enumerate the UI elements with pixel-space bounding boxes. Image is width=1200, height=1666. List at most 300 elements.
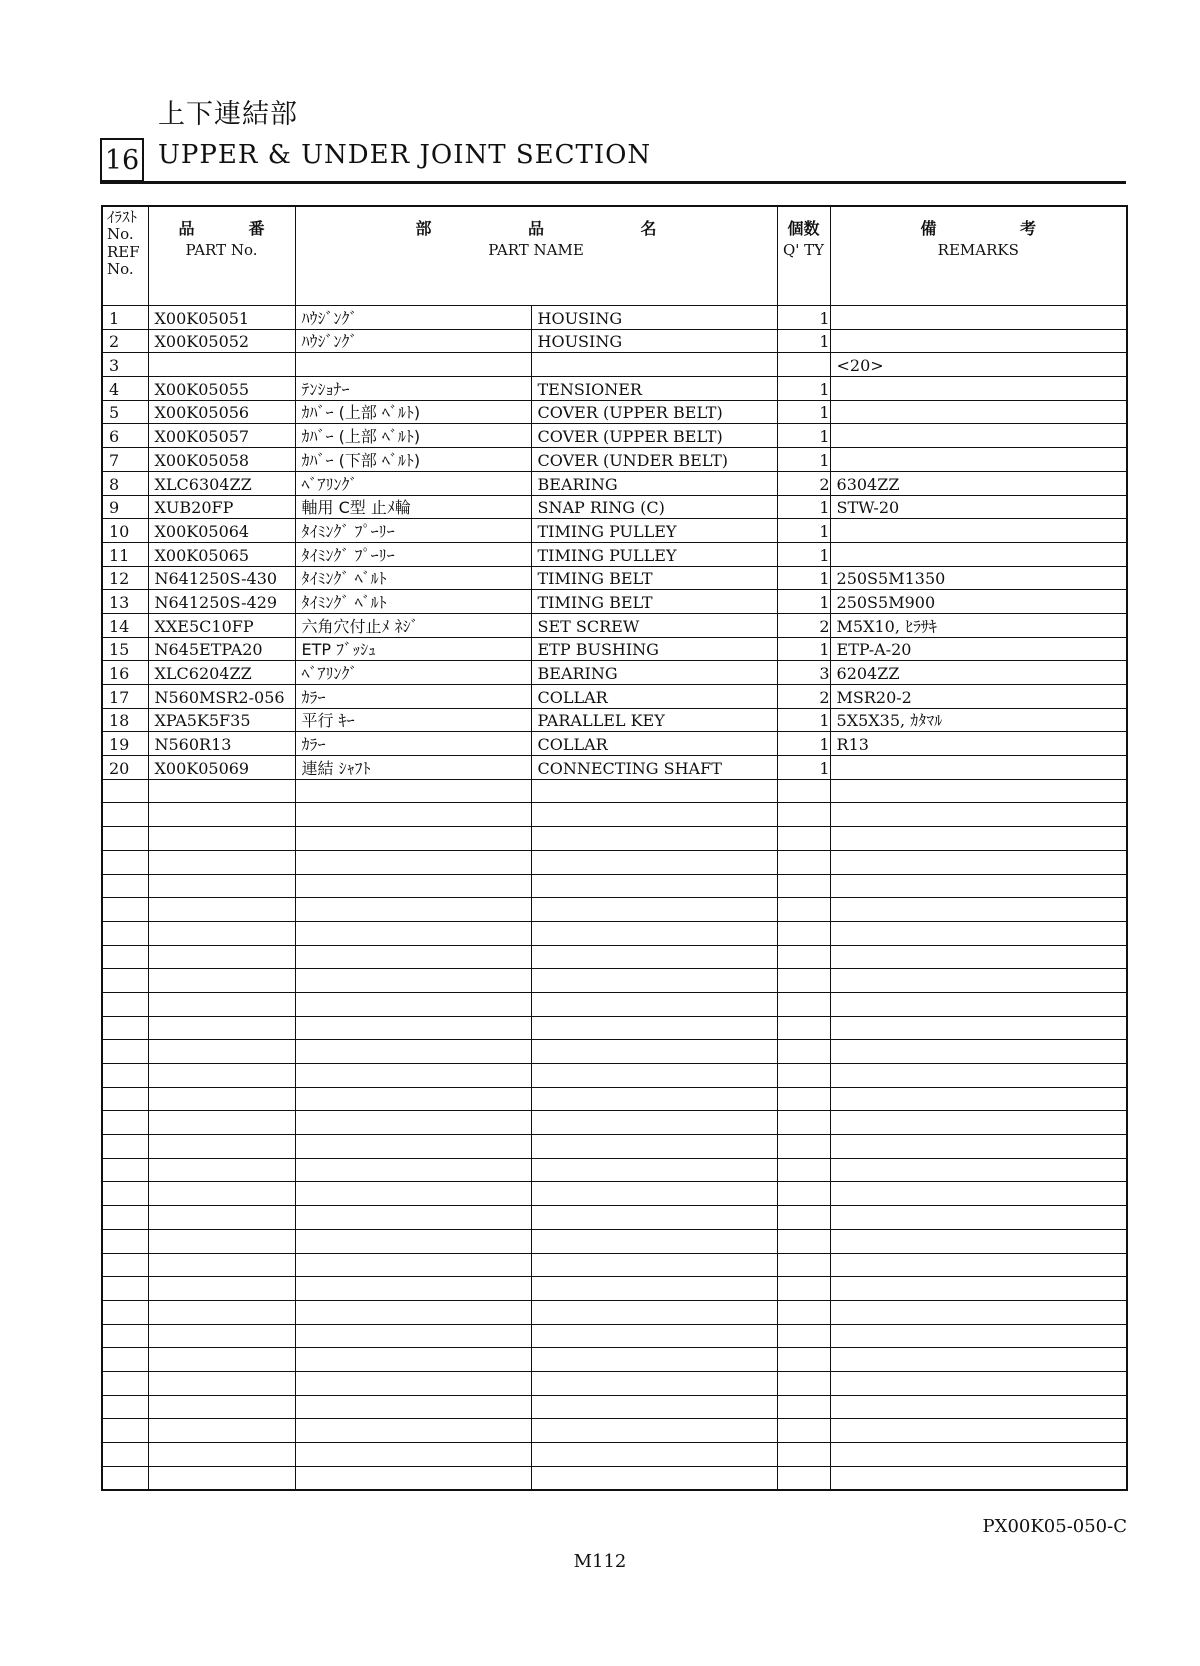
row-quantity bbox=[777, 1182, 830, 1206]
row-part-number: N560MSR2-056 bbox=[148, 685, 295, 709]
row-ref-number: 9 bbox=[102, 495, 148, 519]
row-quantity bbox=[777, 898, 830, 922]
row-part-name-en bbox=[531, 898, 777, 922]
row-ref-number: 17 bbox=[102, 685, 148, 709]
row-part-name-en: BEARING bbox=[531, 661, 777, 685]
table-row-empty bbox=[102, 1277, 1127, 1301]
table-row bbox=[102, 756, 1127, 780]
table-row bbox=[102, 448, 1127, 472]
row-part-number: XUB20FP bbox=[148, 495, 295, 519]
row-part-name-jp: ｶﾊﾞｰ (下部 ﾍﾞﾙﾄ) bbox=[295, 448, 531, 472]
row-part-name-jp bbox=[295, 898, 531, 922]
row-quantity: 1 bbox=[777, 519, 830, 543]
row-quantity: 2 bbox=[777, 613, 830, 637]
row-part-name-jp bbox=[295, 1371, 531, 1395]
row-part-number: X00K05056 bbox=[148, 400, 295, 424]
row-part-name-jp: 六角穴付止ﾒ ﾈｼﾞ bbox=[295, 613, 531, 637]
row-remarks bbox=[830, 1206, 1127, 1230]
row-remarks bbox=[830, 1182, 1127, 1206]
row-ref-number bbox=[102, 1324, 148, 1348]
table-row-empty bbox=[102, 1443, 1127, 1467]
row-part-name-jp: ｶﾗｰ bbox=[295, 685, 531, 709]
row-ref-number: 14 bbox=[102, 613, 148, 637]
row-ref-number bbox=[102, 1087, 148, 1111]
row-quantity bbox=[777, 969, 830, 993]
row-part-name-en: COVER (UPPER BELT) bbox=[531, 400, 777, 424]
header-part-no-jp: 番 bbox=[248, 219, 265, 238]
row-part-name-en bbox=[531, 1135, 777, 1159]
row-quantity: 1 bbox=[777, 448, 830, 472]
row-remarks bbox=[830, 306, 1127, 330]
row-remarks bbox=[830, 448, 1127, 472]
row-ref-number bbox=[102, 1466, 148, 1490]
row-ref-number: 8 bbox=[102, 471, 148, 495]
row-quantity bbox=[777, 779, 830, 803]
row-quantity bbox=[777, 1206, 830, 1230]
row-remarks bbox=[830, 1466, 1127, 1490]
row-part-name-en: COVER (UPPER BELT) bbox=[531, 424, 777, 448]
row-quantity: 1 bbox=[777, 400, 830, 424]
row-part-number bbox=[148, 1040, 295, 1064]
table-row-empty bbox=[102, 1111, 1127, 1135]
row-remarks bbox=[830, 1324, 1127, 1348]
row-part-name-jp bbox=[295, 1040, 531, 1064]
section-title-jp: 上下連結部 bbox=[158, 99, 298, 130]
header-remarks-jp: 考 bbox=[1020, 219, 1037, 238]
row-remarks bbox=[830, 945, 1127, 969]
row-remarks: 6204ZZ bbox=[830, 661, 1127, 685]
row-part-number bbox=[148, 827, 295, 851]
row-part-number bbox=[148, 874, 295, 898]
row-part-name-jp bbox=[295, 1443, 531, 1467]
row-part-number bbox=[148, 1324, 295, 1348]
table-row-empty bbox=[102, 898, 1127, 922]
row-part-name-en bbox=[531, 1253, 777, 1277]
row-quantity bbox=[777, 1300, 830, 1324]
row-part-number bbox=[148, 1087, 295, 1111]
table-row-empty bbox=[102, 1087, 1127, 1111]
row-part-number: N641250S-430 bbox=[148, 566, 295, 590]
row-part-name-jp bbox=[295, 1087, 531, 1111]
row-remarks bbox=[830, 1111, 1127, 1135]
row-remarks bbox=[830, 1300, 1127, 1324]
row-part-name-jp bbox=[295, 1395, 531, 1419]
row-remarks bbox=[830, 377, 1127, 401]
table-row-empty bbox=[102, 992, 1127, 1016]
row-quantity bbox=[777, 1135, 830, 1159]
table-row bbox=[102, 685, 1127, 709]
row-part-name-en bbox=[531, 1300, 777, 1324]
row-quantity: 1 bbox=[777, 756, 830, 780]
row-ref-number bbox=[102, 874, 148, 898]
row-remarks bbox=[830, 1158, 1127, 1182]
row-remarks bbox=[830, 1040, 1127, 1064]
row-ref-number: 18 bbox=[102, 708, 148, 732]
row-part-name-jp: ﾀｲﾐﾝｸﾞ ﾍﾞﾙﾄ bbox=[295, 566, 531, 590]
row-part-number bbox=[148, 1229, 295, 1253]
row-part-name-jp bbox=[295, 1206, 531, 1230]
row-quantity bbox=[777, 992, 830, 1016]
row-remarks: R13 bbox=[830, 732, 1127, 756]
row-part-name-jp: ﾊｳｼﾞﾝｸﾞ bbox=[295, 306, 531, 330]
table-row-empty bbox=[102, 1016, 1127, 1040]
row-part-name-jp: ﾍﾞｱﾘﾝｸﾞ bbox=[295, 471, 531, 495]
row-remarks bbox=[830, 756, 1127, 780]
row-part-name-en bbox=[531, 1087, 777, 1111]
row-remarks bbox=[830, 803, 1127, 827]
row-ref-number: 15 bbox=[102, 637, 148, 661]
parts-table bbox=[101, 205, 1128, 1491]
row-quantity bbox=[777, 827, 830, 851]
row-remarks: 250S5M900 bbox=[830, 590, 1127, 614]
row-remarks bbox=[830, 400, 1127, 424]
row-remarks: ETP-A-20 bbox=[830, 637, 1127, 661]
row-part-name-en bbox=[531, 1040, 777, 1064]
row-remarks bbox=[830, 874, 1127, 898]
table-row-empty bbox=[102, 1135, 1127, 1159]
header-part-name bbox=[295, 206, 777, 306]
row-part-number: X00K05058 bbox=[148, 448, 295, 472]
header-ref-line: No. bbox=[107, 225, 134, 244]
row-ref-number bbox=[102, 1300, 148, 1324]
row-ref-number bbox=[102, 1040, 148, 1064]
row-remarks: M5X10, ﾋﾗｻｷ bbox=[830, 613, 1127, 637]
row-part-name-jp bbox=[295, 969, 531, 993]
row-ref-number: 13 bbox=[102, 590, 148, 614]
row-part-name-jp: ﾊｳｼﾞﾝｸﾞ bbox=[295, 329, 531, 353]
row-remarks bbox=[830, 424, 1127, 448]
row-part-name-jp bbox=[295, 1135, 531, 1159]
row-quantity: 1 bbox=[777, 708, 830, 732]
row-part-number bbox=[148, 1300, 295, 1324]
row-remarks: 6304ZZ bbox=[830, 471, 1127, 495]
row-part-number: N560R13 bbox=[148, 732, 295, 756]
header-ref-line: ｲﾗｽﾄ bbox=[107, 208, 138, 226]
row-part-name-en: TENSIONER bbox=[531, 377, 777, 401]
title-divider bbox=[100, 181, 1126, 184]
row-ref-number: 7 bbox=[102, 448, 148, 472]
row-part-name-en bbox=[531, 874, 777, 898]
row-part-name-en bbox=[531, 1419, 777, 1443]
row-part-name-en bbox=[531, 1182, 777, 1206]
row-ref-number bbox=[102, 1064, 148, 1088]
table-row-empty bbox=[102, 1229, 1127, 1253]
row-part-number bbox=[148, 850, 295, 874]
row-ref-number: 1 bbox=[102, 306, 148, 330]
table-row-empty bbox=[102, 803, 1127, 827]
row-ref-number: 19 bbox=[102, 732, 148, 756]
row-part-name-jp bbox=[295, 921, 531, 945]
row-part-name-jp bbox=[295, 1324, 531, 1348]
row-part-number bbox=[148, 969, 295, 993]
table-row bbox=[102, 637, 1127, 661]
row-remarks: 250S5M1350 bbox=[830, 566, 1127, 590]
row-quantity bbox=[777, 1466, 830, 1490]
row-part-name-en: TIMING BELT bbox=[531, 590, 777, 614]
row-part-number bbox=[148, 945, 295, 969]
row-part-name-en: PARALLEL KEY bbox=[531, 708, 777, 732]
table-row-empty bbox=[102, 1324, 1127, 1348]
header-ref-line: No. bbox=[107, 259, 134, 278]
row-remarks bbox=[830, 1371, 1127, 1395]
table-row bbox=[102, 661, 1127, 685]
row-part-number bbox=[148, 921, 295, 945]
row-part-name-en bbox=[531, 1371, 777, 1395]
row-part-name-jp: ｶﾊﾞｰ (上部 ﾍﾞﾙﾄ) bbox=[295, 424, 531, 448]
row-ref-number bbox=[102, 850, 148, 874]
row-part-number: N645ETPA20 bbox=[148, 637, 295, 661]
table-row-empty bbox=[102, 1040, 1127, 1064]
table-row bbox=[102, 708, 1127, 732]
row-part-name-jp bbox=[295, 1419, 531, 1443]
row-ref-number bbox=[102, 1277, 148, 1301]
row-part-number: X00K05069 bbox=[148, 756, 295, 780]
row-ref-number: 2 bbox=[102, 329, 148, 353]
row-quantity: 1 bbox=[777, 495, 830, 519]
row-remarks bbox=[830, 898, 1127, 922]
row-quantity bbox=[777, 1443, 830, 1467]
row-quantity bbox=[777, 1016, 830, 1040]
row-ref-number bbox=[102, 1371, 148, 1395]
row-part-number bbox=[148, 1206, 295, 1230]
parts-table-body bbox=[102, 306, 1127, 1491]
row-part-name-en bbox=[531, 1064, 777, 1088]
row-remarks bbox=[830, 850, 1127, 874]
table-row-empty bbox=[102, 1064, 1127, 1088]
row-ref-number bbox=[102, 945, 148, 969]
row-part-name-jp: ﾀｲﾐﾝｸﾞ ﾌﾟｰﾘｰ bbox=[295, 542, 531, 566]
row-part-name-jp: 平行 ｷｰ bbox=[295, 708, 531, 732]
row-part-name-jp bbox=[295, 874, 531, 898]
table-row-empty bbox=[102, 1206, 1127, 1230]
row-ref-number bbox=[102, 827, 148, 851]
row-quantity: 1 bbox=[777, 590, 830, 614]
row-part-number: XPA5K5F35 bbox=[148, 708, 295, 732]
row-part-number bbox=[148, 803, 295, 827]
row-part-name-jp bbox=[295, 850, 531, 874]
row-ref-number bbox=[102, 992, 148, 1016]
row-ref-number bbox=[102, 803, 148, 827]
header-qty-en: Q' TY bbox=[782, 241, 825, 260]
row-quantity: 1 bbox=[777, 732, 830, 756]
row-remarks bbox=[830, 827, 1127, 851]
header-part-no-jp: 品 bbox=[178, 219, 195, 238]
row-quantity: 1 bbox=[777, 306, 830, 330]
row-part-name-en: COLLAR bbox=[531, 685, 777, 709]
table-row-empty bbox=[102, 945, 1127, 969]
row-quantity: 3 bbox=[777, 661, 830, 685]
table-row bbox=[102, 424, 1127, 448]
row-part-name-en: HOUSING bbox=[531, 306, 777, 330]
row-part-name-jp bbox=[295, 992, 531, 1016]
row-ref-number: 11 bbox=[102, 542, 148, 566]
row-part-number: X00K05057 bbox=[148, 424, 295, 448]
row-quantity bbox=[777, 1087, 830, 1111]
row-part-name-en bbox=[531, 779, 777, 803]
table-row-empty bbox=[102, 1182, 1127, 1206]
row-remarks: 5X5X35, ｶﾀﾏﾙ bbox=[830, 708, 1127, 732]
row-ref-number bbox=[102, 1016, 148, 1040]
table-row bbox=[102, 566, 1127, 590]
row-part-name-jp bbox=[295, 1300, 531, 1324]
row-part-number bbox=[148, 1371, 295, 1395]
row-quantity: 1 bbox=[777, 637, 830, 661]
row-part-name-jp bbox=[295, 353, 531, 377]
row-part-number: XXE5C10FP bbox=[148, 613, 295, 637]
row-part-name-en bbox=[531, 1395, 777, 1419]
row-ref-number bbox=[102, 779, 148, 803]
row-part-name-jp: ｶﾗｰ bbox=[295, 732, 531, 756]
row-ref-number bbox=[102, 1182, 148, 1206]
row-part-name-jp bbox=[295, 1253, 531, 1277]
row-part-name-en: BEARING bbox=[531, 471, 777, 495]
row-part-number bbox=[148, 1064, 295, 1088]
row-part-name-jp: ﾃﾝｼｮﾅｰ bbox=[295, 377, 531, 401]
row-quantity bbox=[777, 874, 830, 898]
row-part-number bbox=[148, 1182, 295, 1206]
table-row-empty bbox=[102, 1371, 1127, 1395]
row-part-number bbox=[148, 1135, 295, 1159]
row-part-name-en bbox=[531, 1348, 777, 1372]
table-row-empty bbox=[102, 779, 1127, 803]
row-part-name-en: SNAP RING (C) bbox=[531, 495, 777, 519]
table-row bbox=[102, 613, 1127, 637]
row-ref-number bbox=[102, 1348, 148, 1372]
row-remarks bbox=[830, 519, 1127, 543]
table-row-empty bbox=[102, 874, 1127, 898]
row-part-number bbox=[148, 1253, 295, 1277]
row-part-name-en bbox=[531, 1277, 777, 1301]
row-part-name-jp bbox=[295, 1111, 531, 1135]
row-ref-number bbox=[102, 969, 148, 993]
row-part-name-en bbox=[531, 945, 777, 969]
header-remarks bbox=[830, 206, 1127, 306]
row-part-name-jp bbox=[295, 1016, 531, 1040]
row-ref-number: 20 bbox=[102, 756, 148, 780]
row-part-number bbox=[148, 1158, 295, 1182]
row-part-name-en bbox=[531, 1111, 777, 1135]
row-ref-number bbox=[102, 1158, 148, 1182]
row-quantity bbox=[777, 1158, 830, 1182]
table-header-row bbox=[102, 206, 1127, 306]
table-row-empty bbox=[102, 1158, 1127, 1182]
row-quantity bbox=[777, 1253, 830, 1277]
row-part-number bbox=[148, 992, 295, 1016]
header-part-no bbox=[148, 206, 295, 306]
row-ref-number: 10 bbox=[102, 519, 148, 543]
table-row bbox=[102, 590, 1127, 614]
table-row-empty bbox=[102, 921, 1127, 945]
row-part-name-jp: ﾀｲﾐﾝｸﾞ ﾌﾟｰﾘｰ bbox=[295, 519, 531, 543]
row-ref-number: 3 bbox=[102, 353, 148, 377]
row-quantity bbox=[777, 1111, 830, 1135]
row-ref-number bbox=[102, 1419, 148, 1443]
row-remarks bbox=[830, 1135, 1127, 1159]
row-quantity bbox=[777, 1395, 830, 1419]
row-part-name-en bbox=[531, 992, 777, 1016]
row-quantity bbox=[777, 1229, 830, 1253]
table-row bbox=[102, 353, 1127, 377]
row-part-name-jp: ｶﾊﾞｰ (上部 ﾍﾞﾙﾄ) bbox=[295, 400, 531, 424]
table-row-empty bbox=[102, 1348, 1127, 1372]
row-remarks bbox=[830, 1443, 1127, 1467]
row-part-number bbox=[148, 1419, 295, 1443]
row-part-name-en bbox=[531, 1466, 777, 1490]
row-remarks bbox=[830, 542, 1127, 566]
row-quantity bbox=[777, 353, 830, 377]
row-part-number: XLC6204ZZ bbox=[148, 661, 295, 685]
header-part-no-en: PART No. bbox=[185, 241, 258, 260]
row-part-name-jp bbox=[295, 1466, 531, 1490]
row-part-name-en: TIMING BELT bbox=[531, 566, 777, 590]
row-part-name-en bbox=[531, 850, 777, 874]
row-part-name-jp bbox=[295, 1277, 531, 1301]
row-part-name-jp: 軸用 C型 止ﾒ輪 bbox=[295, 495, 531, 519]
row-part-name-jp bbox=[295, 1158, 531, 1182]
row-remarks bbox=[830, 992, 1127, 1016]
table-row-empty bbox=[102, 969, 1127, 993]
section-number-box: 16 bbox=[100, 138, 144, 182]
row-part-number: X00K05065 bbox=[148, 542, 295, 566]
header-part-name-jp: 名 bbox=[640, 219, 657, 238]
row-part-number: X00K05051 bbox=[148, 306, 295, 330]
table-row bbox=[102, 377, 1127, 401]
row-ref-number bbox=[102, 1443, 148, 1467]
row-quantity: 1 bbox=[777, 377, 830, 401]
table-row bbox=[102, 400, 1127, 424]
table-row-empty bbox=[102, 1395, 1127, 1419]
row-part-name-jp bbox=[295, 1348, 531, 1372]
row-quantity: 2 bbox=[777, 471, 830, 495]
row-part-number bbox=[148, 1277, 295, 1301]
table-row-empty bbox=[102, 850, 1127, 874]
row-part-name-en: CONNECTING SHAFT bbox=[531, 756, 777, 780]
row-ref-number: 6 bbox=[102, 424, 148, 448]
row-part-name-en bbox=[531, 353, 777, 377]
row-remarks: STW-20 bbox=[830, 495, 1127, 519]
row-part-name-en: TIMING PULLEY bbox=[531, 519, 777, 543]
row-ref-number bbox=[102, 1395, 148, 1419]
row-quantity bbox=[777, 1348, 830, 1372]
table-row-empty bbox=[102, 1253, 1127, 1277]
section-title: UPPER & UNDER JOINT SECTION bbox=[158, 140, 652, 170]
row-remarks bbox=[830, 1016, 1127, 1040]
row-quantity bbox=[777, 945, 830, 969]
table-row bbox=[102, 329, 1127, 353]
row-remarks: MSR20-2 bbox=[830, 685, 1127, 709]
row-part-number bbox=[148, 353, 295, 377]
row-part-name-en bbox=[531, 1229, 777, 1253]
row-part-name-jp: ﾍﾞｱﾘﾝｸﾞ bbox=[295, 661, 531, 685]
header-remarks-en: REMARKS bbox=[937, 241, 1019, 260]
row-quantity bbox=[777, 803, 830, 827]
row-part-name-en: ETP BUSHING bbox=[531, 637, 777, 661]
row-quantity: 1 bbox=[777, 542, 830, 566]
header-qty bbox=[777, 206, 830, 306]
row-remarks bbox=[830, 329, 1127, 353]
row-quantity bbox=[777, 1324, 830, 1348]
row-part-number: X00K05052 bbox=[148, 329, 295, 353]
row-part-number: X00K05064 bbox=[148, 519, 295, 543]
row-quantity: 1 bbox=[777, 566, 830, 590]
header-part-name-en: PART NAME bbox=[488, 241, 584, 260]
row-quantity bbox=[777, 921, 830, 945]
row-ref-number: 5 bbox=[102, 400, 148, 424]
row-part-number: N641250S-429 bbox=[148, 590, 295, 614]
row-quantity bbox=[777, 1064, 830, 1088]
row-part-name-en bbox=[531, 921, 777, 945]
row-ref-number bbox=[102, 1135, 148, 1159]
